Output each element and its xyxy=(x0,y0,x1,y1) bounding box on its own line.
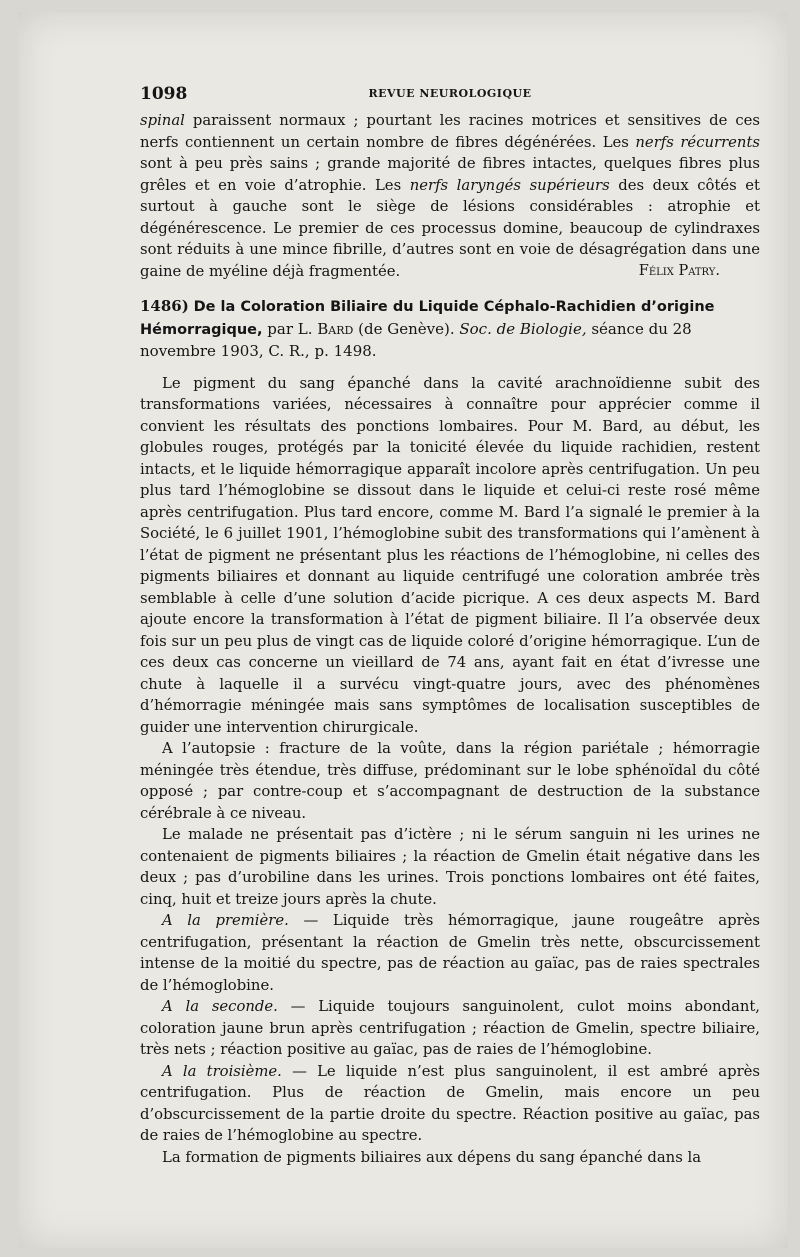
text-run: paraissent normaux ; pourtant les racines motrices et sensitives de ces nerfs contiennent un certain nombre de fibres dégénérées. Les xyxy=(140,112,760,151)
text-run: — Liquide très hémorragique, jaune rougeâtre après centrifugation, présentant la réaction de Gmelin très nette, obscurcissement intense de la moitié du spectre, pas de réaction au gaïac, pas de raies spectrales de l’hémoglobine. xyxy=(140,912,760,994)
text-run: sont à peu près sains ; grande majorité de fibres intactes, quelques fibres plus grêles et en voie d’atrophie. Les xyxy=(140,155,760,194)
paragraph-label: A la seconde. xyxy=(162,998,278,1015)
entry-number: 1486) xyxy=(140,297,189,315)
page-content xyxy=(140,84,760,1168)
body-paragraph xyxy=(140,910,760,996)
running-head xyxy=(140,84,760,110)
body-paragraph: La formation de pigments biliaires aux dépens du sang épanché dans la xyxy=(162,1148,702,1166)
entry-affiliation: (de Genève). xyxy=(353,319,460,338)
entry-details: séance du 28 novembre 1903, C. R., p. 1498. xyxy=(140,319,692,360)
page-number: 1098 xyxy=(140,84,188,104)
italic-term: spinal xyxy=(140,112,185,129)
body-paragraph xyxy=(140,996,760,1061)
author-signature: Félix Patry. xyxy=(638,262,720,279)
body-paragraph xyxy=(140,1061,760,1147)
text-run: — Le liquide n’est plus sanguinolent, il est ambré après centrifugation. Plus de réaction de Gmelin, mais encore un peu d’obscurcissement de la partie droite du spectre. Réaction positive au gaïac, pas de raies de l’hémoglobine au spectre. xyxy=(140,1062,760,1144)
text-run: des deux côtés et surtout à gauche sont le siège de lésions considérables : atrophie et dégénérescence. Le premier de ces processus domine, beaucoup de cylindraxes sont réduits à une mince fibrille, d’autres sont en voie de désagrégation dans une gaine de myéline déjà fragmentée. xyxy=(140,176,760,280)
entry-heading xyxy=(140,296,760,363)
body-paragraph: Le malade ne présentait pas d’ictère ; ni le sérum sanguin ni les urines ne contenaient de pigments biliaires ; la réaction de Gmelin était négative dans les deux ; pas d’urobiline dans les urines. Trois ponctions lombaires ont été faites, cinq, huit et treize jours après la chute. xyxy=(140,826,760,908)
entry-journal: Soc. de Biologie, xyxy=(459,319,587,338)
previous-article-paragraph xyxy=(140,110,760,282)
entry-author: Bard xyxy=(317,319,354,338)
journal-title: REVUE NEUROLOGIQUE xyxy=(368,87,532,100)
text-run: — Liquide toujours sanguinolent, culot moins abondant, coloration jaune brun après centrifugation ; réaction de Gmelin, spectre biliaire, très nets ; réaction positive au gaïac, pas de raies de l’hémoglobine. xyxy=(140,998,760,1058)
article-body xyxy=(140,373,760,1169)
italic-term: nerfs récurrents xyxy=(635,133,760,151)
paragraph-label: A la première. xyxy=(162,912,289,929)
page xyxy=(18,12,788,1248)
body-paragraph: A l’autopsie : fracture de la voûte, dans la région pariétale ; hémorragie méningée très étendue, très diffuse, prédominant sur le lobe sphénoïdal du côté opposé ; par contre-coup et s’accompagnant de destruction de la substance cérébrale à ce niveau. xyxy=(140,740,760,822)
italic-term: nerfs laryngés supérieurs xyxy=(409,176,610,194)
entry-par: par L. xyxy=(262,319,318,338)
entry-title: De la Coloration Biliaire du Liquide Céphalo-Rachidien d’origine Hémorragique, xyxy=(140,299,715,338)
body-paragraph: Le pigment du sang épanché dans la cavité arachnoïdienne subit des transformations variées, nécessaires à connaître pour apprécier comme il convient les résultats des ponctions lombaires. Pour M. Bard, au début, les globules rouges, protégés par la tonicité élevée du liquide rachidien, restent intacts, et le liquide hémorragique apparaît incolore après centrifugation. Un peu plus tard l’hémoglobine se dissout dans le liquide et celui-ci reste rosé même après centrifugation. Plus tard encore, comme M. Bard l’a signalé le premier à la Société, le 6 juillet 1901, l’hémoglobine subit des transformations qui l’amènent à l’état de pigment ne présentant plus les réactions de l’hémoglobine, ni celles des pigments biliaires et donnant au liquide centrifugé une coloration ambrée très semblable à celle d’une solution d’acide picrique. A ces deux aspects M. Bard ajoute encore la transformation à l’état de pigment biliaire. Il l’a observée deux fois sur un peu plus de vingt cas de liquide coloré d’origine hémorragique. L’un de ces deux cas concerne un vieillard de 74 ans, ayant fait en état d’ivresse une chute à laquelle il a survécu vingt-quatre jours, avec des phénomènes d’hémorragie méningée mais sans symptômes de localisation susceptibles de guider une intervention chirurgicale. xyxy=(140,374,760,736)
paragraph-label: A la troisième. xyxy=(162,1062,282,1080)
